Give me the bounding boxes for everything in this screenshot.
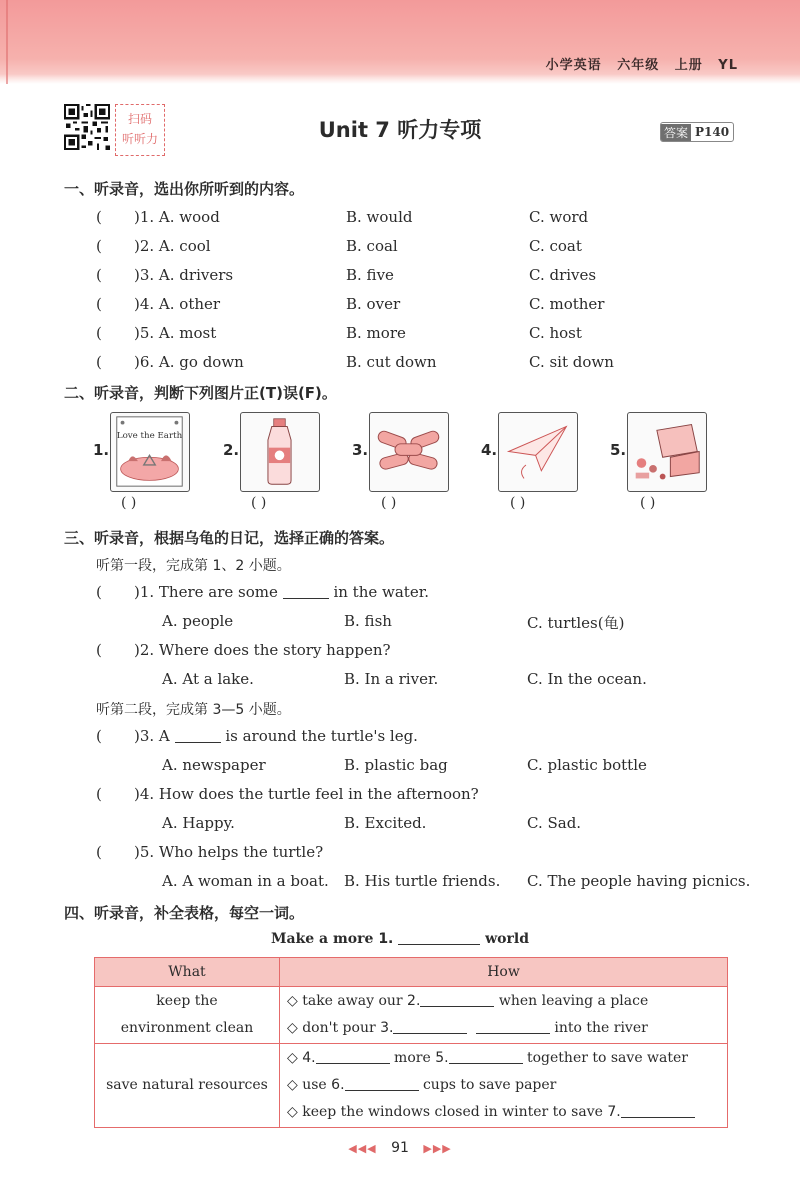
- blank-2[interactable]: [420, 992, 494, 1007]
- q4-option-b: B. Excited.: [344, 814, 427, 832]
- row1-how2-num: 3.: [380, 1020, 394, 1036]
- s1-item-1-c: C. word: [529, 208, 589, 226]
- row1-how1-pre: ◇ take away our: [287, 993, 403, 1009]
- col-header-what: What: [95, 958, 280, 987]
- row2-how1-num: 4.: [302, 1050, 316, 1066]
- blank-6[interactable]: [345, 1076, 419, 1091]
- picture-number-2: 2.: [223, 441, 240, 459]
- s1-item-5-b: B. more: [346, 324, 406, 342]
- blank-5[interactable]: [449, 1049, 523, 1064]
- next-arrows-icon: ▶▶▶: [423, 1142, 452, 1155]
- row2-how1-post: together to save water: [527, 1050, 688, 1066]
- section4-title: 四、听录音，补全表格，每空一词。: [64, 904, 305, 922]
- s1-item-5-c: C. host: [529, 324, 582, 342]
- s1-item-2-num: )2. A. cool: [134, 237, 211, 255]
- s1-item-2-c: C. coat: [529, 237, 582, 255]
- q3-text: [134, 727, 418, 745]
- s1-item-2-b: B. coal: [346, 237, 398, 255]
- row1-what-line2: environment clean: [120, 1020, 254, 1036]
- row2-how2-post: cups to save paper: [422, 1077, 557, 1093]
- q2-option-a: A. At a lake.: [162, 670, 254, 688]
- row2-how-line1: [281, 1045, 726, 1072]
- row2-how1-pre: ◇: [287, 1050, 298, 1066]
- header-stripe: [6, 0, 8, 84]
- blank-7[interactable]: [621, 1103, 695, 1118]
- q5-option-b: B. His turtle friends.: [344, 872, 501, 890]
- section2-title: 二、听录音，判断下列图片正(T)误(F)。: [64, 384, 337, 402]
- row1-how2-pre: ◇ don't pour: [287, 1020, 376, 1036]
- page-number: 91: [391, 1140, 409, 1156]
- row2-how: [280, 1044, 728, 1128]
- picture-paper-plane: [498, 412, 578, 492]
- s1-item-3-c: C. drives: [529, 266, 597, 284]
- row2-how-line2: [281, 1072, 726, 1099]
- q1-answer-paren[interactable]: (: [96, 583, 102, 601]
- fill-in-table: [94, 957, 728, 1128]
- blank-3b[interactable]: [476, 1019, 550, 1034]
- s1-answer-paren[interactable]: (: [96, 208, 102, 226]
- q5-option-c: C. The people having picnics.: [527, 872, 751, 890]
- blank-3a[interactable]: [393, 1019, 467, 1034]
- picture-logs: [369, 412, 449, 492]
- s1-item-4-c: C. mother: [529, 295, 605, 313]
- q1-option-a: A. people: [162, 612, 234, 630]
- row1-how1-post: when leaving a place: [498, 993, 649, 1009]
- q1-option-b: B. fish: [344, 612, 392, 630]
- q5-option-a: A. A woman in a boat.: [162, 872, 329, 890]
- s1-item-4-b: B. over: [346, 295, 401, 313]
- s1-item-6-b: B. cut down: [346, 353, 437, 371]
- q1-post: in the water.: [333, 583, 429, 601]
- q5-text: )5. Who helps the turtle?: [134, 843, 324, 861]
- row2-how2-num: 6.: [331, 1077, 345, 1093]
- blank-4[interactable]: [316, 1049, 390, 1064]
- row1-what-line1: keep the: [156, 993, 218, 1009]
- col-header-how: How: [280, 958, 728, 987]
- section3-title: 三、听录音，根据乌龟的日记，选择正确的答案。: [64, 529, 395, 547]
- q3-pre: )3. A: [134, 727, 170, 745]
- answer-reference: [660, 122, 734, 142]
- s1-answer-paren[interactable]: (: [96, 295, 102, 313]
- s1-item-1-b: B. would: [346, 208, 413, 226]
- prev-arrows-icon: ◀◀◀: [348, 1142, 377, 1155]
- s1-item-1-num: )1. A. wood: [134, 208, 220, 226]
- q1-text: [134, 583, 429, 601]
- section3-part2: 听第二段，完成第 3—5 小题。: [96, 702, 291, 718]
- section3-part1: 听第一段，完成第 1、2 小题。: [96, 558, 291, 574]
- row2-how1-num2: 5.: [435, 1050, 449, 1066]
- q1-blank[interactable]: [283, 584, 329, 599]
- q2-option-b: B. In a river.: [344, 670, 439, 688]
- row1-how-line2: [281, 1015, 726, 1042]
- picture-answer-4[interactable]: ( ): [510, 495, 526, 511]
- picture-answer-5[interactable]: ( ): [640, 495, 656, 511]
- picture-number-5: 5.: [610, 441, 627, 459]
- page-title: Unit 7 听力专项: [318, 118, 482, 142]
- header-subject: 小学英语: [545, 58, 602, 73]
- q2-text: )2. Where does the story happen?: [134, 641, 391, 659]
- table-title-num: 1.: [378, 931, 394, 947]
- s1-item-5-num: )5. A. most: [134, 324, 217, 342]
- row2-how2-pre: ◇ use: [287, 1077, 327, 1093]
- row1-what: [95, 987, 280, 1044]
- row2-what: save natural resources: [95, 1044, 280, 1128]
- s1-item-3-num: )3. A. drivers: [134, 266, 234, 284]
- q4-option-a: A. Happy.: [162, 814, 235, 832]
- picture-bottle: [240, 412, 320, 492]
- s1-answer-paren[interactable]: (: [96, 324, 102, 342]
- row2-how-line3: [281, 1099, 726, 1126]
- picture-number-1: 1.: [93, 441, 110, 459]
- header-grade: 六年级: [617, 58, 660, 73]
- s1-answer-paren[interactable]: (: [96, 353, 102, 371]
- picture-answer-3[interactable]: ( ): [381, 495, 397, 511]
- q3-option-b: B. plastic bag: [344, 756, 448, 774]
- row1-how1-num: 2.: [407, 993, 421, 1009]
- page-footer: [0, 1140, 800, 1156]
- row1-how2-post: into the river: [554, 1020, 648, 1036]
- q4-option-c: C. Sad.: [527, 814, 582, 832]
- table-title-pre: Make a more: [271, 931, 374, 947]
- q3-blank[interactable]: [175, 728, 221, 743]
- s1-item-4-num: )4. A. other: [134, 295, 221, 313]
- q3-post: is around the turtle's leg.: [225, 727, 418, 745]
- scan-line-1: 扫码: [127, 112, 152, 126]
- q1-option-c: C. turtles(龟): [527, 614, 625, 632]
- section1-title: 一、听录音，选出你所听到的内容。: [64, 180, 305, 198]
- s1-item-6-c: C. sit down: [529, 353, 614, 371]
- picture-earth-poster: [110, 412, 190, 492]
- q3-option-c: C. plastic bottle: [527, 756, 647, 774]
- q5-answer-paren[interactable]: (: [96, 843, 102, 861]
- picture-answer-1[interactable]: ( ): [121, 495, 137, 511]
- q2-answer-paren[interactable]: (: [96, 641, 102, 659]
- table-title: [0, 930, 800, 947]
- row2-how3-pre: ◇ keep the windows closed in winter to save: [287, 1104, 603, 1120]
- q2-option-c: C. In the ocean.: [527, 670, 647, 688]
- answer-page: P140: [695, 125, 730, 139]
- s1-answer-paren[interactable]: (: [96, 266, 102, 284]
- s1-item-3-b: B. five: [346, 266, 394, 284]
- picture-answer-2[interactable]: ( ): [251, 495, 267, 511]
- q1-pre: )1. There are some: [134, 583, 278, 601]
- s1-item-6-num: )6. A. go down: [134, 353, 244, 371]
- header-volume: 上册: [674, 58, 703, 73]
- header-edition: YL: [718, 58, 738, 73]
- blank-1[interactable]: [398, 930, 480, 945]
- scan-line-2: 听听力: [121, 132, 158, 146]
- q3-option-a: A. newspaper: [162, 756, 266, 774]
- answer-label: 答案: [661, 124, 691, 141]
- row2-how1-mid: more: [394, 1050, 431, 1066]
- q4-answer-paren[interactable]: (: [96, 785, 102, 803]
- picture-number-4: 4.: [481, 441, 498, 459]
- q3-answer-paren[interactable]: (: [96, 727, 102, 745]
- poster-text: Love the Earth: [116, 431, 183, 442]
- s1-answer-paren[interactable]: (: [96, 237, 102, 255]
- table-title-post: world: [485, 931, 529, 947]
- row2-how3-num: 7.: [607, 1104, 621, 1120]
- picture-trash-bin: [627, 412, 707, 492]
- header-info: [536, 54, 738, 73]
- row1-how: [280, 987, 728, 1044]
- picture-number-3: 3.: [352, 441, 369, 459]
- row1-how-line1: [281, 988, 726, 1015]
- q4-text: )4. How does the turtle feel in the afternoon?: [134, 785, 479, 803]
